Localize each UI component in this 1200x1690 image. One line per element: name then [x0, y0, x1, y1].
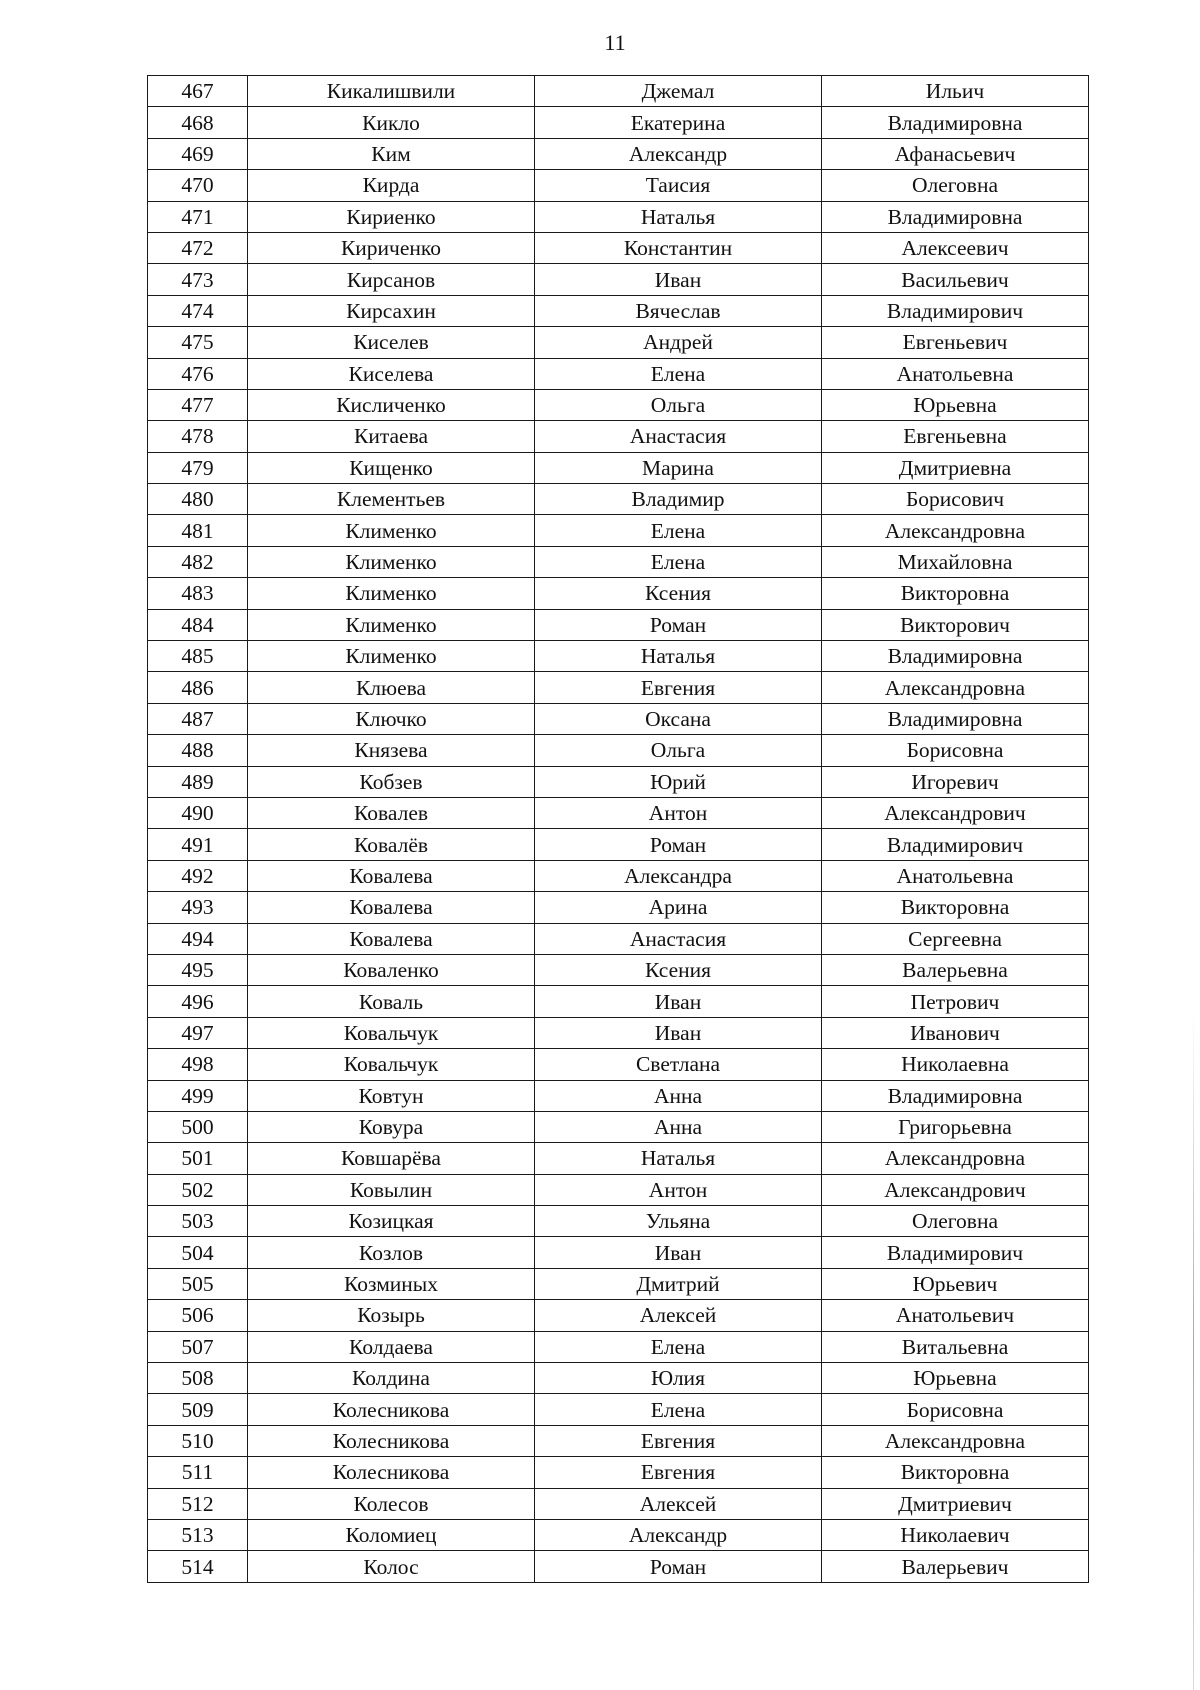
patronymic-cell: Владимировна	[822, 1080, 1089, 1111]
table-row	[148, 389, 1089, 420]
page-number: 11	[604, 30, 626, 55]
patronymic-cell: Евгеньевич	[822, 327, 1089, 358]
table-row	[148, 1143, 1089, 1174]
last-name-cell: Ковалёв	[248, 829, 535, 860]
table-row	[148, 1519, 1089, 1550]
last-name-cell: Клименко	[248, 641, 535, 672]
patronymic-cell: Григорьевна	[822, 1111, 1089, 1142]
table-row	[148, 892, 1089, 923]
first-name-cell: Владимир	[535, 484, 822, 515]
first-name-cell: Иван	[535, 264, 822, 295]
row-number-cell: 485	[148, 641, 248, 672]
last-name-cell: Коваленко	[248, 954, 535, 985]
last-name-cell: Колесникова	[248, 1394, 535, 1425]
patronymic-cell: Владимировна	[822, 641, 1089, 672]
patronymic-cell: Владимировна	[822, 107, 1089, 138]
table-row	[148, 76, 1089, 107]
row-number-cell: 506	[148, 1300, 248, 1331]
row-number-cell: 499	[148, 1080, 248, 1111]
last-name-cell: Кобзев	[248, 766, 535, 797]
first-name-cell: Анна	[535, 1080, 822, 1111]
row-number-cell: 468	[148, 107, 248, 138]
patronymic-cell: Александровна	[822, 515, 1089, 546]
patronymic-cell: Валерьевич	[822, 1551, 1089, 1582]
table-row	[148, 986, 1089, 1017]
last-name-cell: Ковалева	[248, 892, 535, 923]
row-number-cell: 496	[148, 986, 248, 1017]
last-name-cell: Кириченко	[248, 232, 535, 263]
first-name-cell: Андрей	[535, 327, 822, 358]
patronymic-cell: Викторовна	[822, 1457, 1089, 1488]
patronymic-cell: Борисовна	[822, 1394, 1089, 1425]
table-row	[148, 1268, 1089, 1299]
last-name-cell: Кирсанов	[248, 264, 535, 295]
last-name-cell: Кирда	[248, 170, 535, 201]
patronymic-cell: Борисович	[822, 484, 1089, 515]
first-name-cell: Ульяна	[535, 1206, 822, 1237]
row-number-cell: 476	[148, 358, 248, 389]
patronymic-cell: Олеговна	[822, 1206, 1089, 1237]
first-name-cell: Анна	[535, 1111, 822, 1142]
first-name-cell: Марина	[535, 452, 822, 483]
table-row	[148, 1049, 1089, 1080]
row-number-cell: 483	[148, 578, 248, 609]
table-row	[148, 1488, 1089, 1519]
last-name-cell: Козицкая	[248, 1206, 535, 1237]
table-row	[148, 1017, 1089, 1048]
first-name-cell: Арина	[535, 892, 822, 923]
table-row	[148, 1551, 1089, 1582]
patronymic-cell: Викторовна	[822, 892, 1089, 923]
last-name-cell: Коваль	[248, 986, 535, 1017]
last-name-cell: Клементьев	[248, 484, 535, 515]
patronymic-cell: Владимирович	[822, 1237, 1089, 1268]
patronymic-cell: Дмитриевич	[822, 1488, 1089, 1519]
first-name-cell: Евгения	[535, 1457, 822, 1488]
table-row	[148, 484, 1089, 515]
last-name-cell: Клименко	[248, 546, 535, 577]
row-number-cell: 471	[148, 201, 248, 232]
row-number-cell: 490	[148, 797, 248, 828]
first-name-cell: Елена	[535, 358, 822, 389]
row-number-cell: 502	[148, 1174, 248, 1205]
table-row	[148, 1457, 1089, 1488]
patronymic-cell: Афанасьевич	[822, 138, 1089, 169]
last-name-cell: Колос	[248, 1551, 535, 1582]
row-number-cell: 489	[148, 766, 248, 797]
patronymic-cell: Михайловна	[822, 546, 1089, 577]
last-name-cell: Колесникова	[248, 1425, 535, 1456]
row-number-cell: 501	[148, 1143, 248, 1174]
table-row	[148, 641, 1089, 672]
table-row	[148, 421, 1089, 452]
last-name-cell: Киселев	[248, 327, 535, 358]
row-number-cell: 472	[148, 232, 248, 263]
last-name-cell: Ковальчук	[248, 1017, 535, 1048]
last-name-cell: Клюева	[248, 672, 535, 703]
row-number-cell: 513	[148, 1519, 248, 1550]
first-name-cell: Елена	[535, 1394, 822, 1425]
table-row	[148, 1425, 1089, 1456]
table-row	[148, 138, 1089, 169]
last-name-cell: Ковура	[248, 1111, 535, 1142]
patronymic-cell: Анатольевна	[822, 860, 1089, 891]
first-name-cell: Елена	[535, 1331, 822, 1362]
first-name-cell: Роман	[535, 609, 822, 640]
first-name-cell: Алексей	[535, 1488, 822, 1519]
first-name-cell: Екатерина	[535, 107, 822, 138]
row-number-cell: 497	[148, 1017, 248, 1048]
last-name-cell: Князева	[248, 735, 535, 766]
table-row	[148, 232, 1089, 263]
last-name-cell: Кищенко	[248, 452, 535, 483]
patronymic-cell: Евгеньевна	[822, 421, 1089, 452]
first-name-cell: Ольга	[535, 389, 822, 420]
first-name-cell: Роман	[535, 829, 822, 860]
row-number-cell: 470	[148, 170, 248, 201]
patronymic-cell: Александрович	[822, 1174, 1089, 1205]
table-row	[148, 703, 1089, 734]
row-number-cell: 503	[148, 1206, 248, 1237]
first-name-cell: Наталья	[535, 641, 822, 672]
row-number-cell: 495	[148, 954, 248, 985]
table-row	[148, 672, 1089, 703]
row-number-cell: 494	[148, 923, 248, 954]
last-name-cell: Кирсахин	[248, 295, 535, 326]
table-row	[148, 923, 1089, 954]
first-name-cell: Юрий	[535, 766, 822, 797]
row-number-cell: 498	[148, 1049, 248, 1080]
last-name-cell: Киселева	[248, 358, 535, 389]
last-name-cell: Клименко	[248, 578, 535, 609]
first-name-cell: Антон	[535, 1174, 822, 1205]
last-name-cell: Колесов	[248, 1488, 535, 1519]
first-name-cell: Александра	[535, 860, 822, 891]
table-row	[148, 1206, 1089, 1237]
row-number-cell: 481	[148, 515, 248, 546]
last-name-cell: Ким	[248, 138, 535, 169]
first-name-cell: Анастасия	[535, 923, 822, 954]
table-row	[148, 201, 1089, 232]
row-number-cell: 484	[148, 609, 248, 640]
row-number-cell: 505	[148, 1268, 248, 1299]
patronymic-cell: Иванович	[822, 1017, 1089, 1048]
last-name-cell: Ковалев	[248, 797, 535, 828]
first-name-cell: Алексей	[535, 1300, 822, 1331]
patronymic-cell: Олеговна	[822, 170, 1089, 201]
row-number-cell: 491	[148, 829, 248, 860]
row-number-cell: 479	[148, 452, 248, 483]
table-row	[148, 766, 1089, 797]
patronymic-cell: Викторовна	[822, 578, 1089, 609]
table-row	[148, 295, 1089, 326]
first-name-cell: Константин	[535, 232, 822, 263]
row-number-cell: 469	[148, 138, 248, 169]
row-number-cell: 482	[148, 546, 248, 577]
patronymic-cell: Александрович	[822, 797, 1089, 828]
first-name-cell: Светлана	[535, 1049, 822, 1080]
row-number-cell: 473	[148, 264, 248, 295]
row-number-cell: 511	[148, 1457, 248, 1488]
row-number-cell: 486	[148, 672, 248, 703]
first-name-cell: Иван	[535, 1017, 822, 1048]
last-name-cell: Ковальчук	[248, 1049, 535, 1080]
last-name-cell: Козлов	[248, 1237, 535, 1268]
patronymic-cell: Юрьевна	[822, 389, 1089, 420]
roster-table-body	[148, 76, 1089, 1583]
patronymic-cell: Александровна	[822, 1143, 1089, 1174]
first-name-cell: Дмитрий	[535, 1268, 822, 1299]
row-number-cell: 493	[148, 892, 248, 923]
first-name-cell: Джемал	[535, 76, 822, 107]
table-row	[148, 1111, 1089, 1142]
table-row	[148, 1363, 1089, 1394]
table-row	[148, 609, 1089, 640]
first-name-cell: Александр	[535, 138, 822, 169]
table-row	[148, 797, 1089, 828]
patronymic-cell: Валерьевна	[822, 954, 1089, 985]
patronymic-cell: Юрьевич	[822, 1268, 1089, 1299]
patronymic-cell: Анатольевич	[822, 1300, 1089, 1331]
last-name-cell: Ковалева	[248, 923, 535, 954]
row-number-cell: 480	[148, 484, 248, 515]
last-name-cell: Клименко	[248, 609, 535, 640]
last-name-cell: Ковшарёва	[248, 1143, 535, 1174]
first-name-cell: Иван	[535, 1237, 822, 1268]
first-name-cell: Евгения	[535, 672, 822, 703]
patronymic-cell: Сергеевна	[822, 923, 1089, 954]
last-name-cell: Кисличенко	[248, 389, 535, 420]
table-row	[148, 107, 1089, 138]
patronymic-cell: Владимировна	[822, 703, 1089, 734]
first-name-cell: Наталья	[535, 1143, 822, 1174]
table-row	[148, 358, 1089, 389]
last-name-cell: Козминых	[248, 1268, 535, 1299]
last-name-cell: Колесникова	[248, 1457, 535, 1488]
patronymic-cell: Васильевич	[822, 264, 1089, 295]
patronymic-cell: Анатольевна	[822, 358, 1089, 389]
row-number-cell: 514	[148, 1551, 248, 1582]
row-number-cell: 509	[148, 1394, 248, 1425]
first-name-cell: Юлия	[535, 1363, 822, 1394]
first-name-cell: Таисия	[535, 170, 822, 201]
last-name-cell: Коломиец	[248, 1519, 535, 1550]
patronymic-cell: Николаевич	[822, 1519, 1089, 1550]
last-name-cell: Ключко	[248, 703, 535, 734]
table-row	[148, 1331, 1089, 1362]
scan-edge-shadow	[1193, 1010, 1194, 1690]
row-number-cell: 500	[148, 1111, 248, 1142]
first-name-cell: Елена	[535, 515, 822, 546]
roster-table	[147, 75, 1089, 1583]
row-number-cell: 492	[148, 860, 248, 891]
table-row	[148, 735, 1089, 766]
row-number-cell: 507	[148, 1331, 248, 1362]
table-row	[148, 1174, 1089, 1205]
first-name-cell: Анастасия	[535, 421, 822, 452]
first-name-cell: Александр	[535, 1519, 822, 1550]
patronymic-cell: Владимирович	[822, 829, 1089, 860]
patronymic-cell: Юрьевна	[822, 1363, 1089, 1394]
patronymic-cell: Николаевна	[822, 1049, 1089, 1080]
first-name-cell: Елена	[535, 546, 822, 577]
last-name-cell: Козырь	[248, 1300, 535, 1331]
table-row	[148, 829, 1089, 860]
row-number-cell: 477	[148, 389, 248, 420]
row-number-cell: 467	[148, 76, 248, 107]
last-name-cell: Китаева	[248, 421, 535, 452]
row-number-cell: 508	[148, 1363, 248, 1394]
first-name-cell: Иван	[535, 986, 822, 1017]
patronymic-cell: Борисовна	[822, 735, 1089, 766]
table-row	[148, 452, 1089, 483]
table-row	[148, 954, 1089, 985]
patronymic-cell: Дмитриевна	[822, 452, 1089, 483]
last-name-cell: Кикло	[248, 107, 535, 138]
row-number-cell: 504	[148, 1237, 248, 1268]
first-name-cell: Вячеслав	[535, 295, 822, 326]
first-name-cell: Роман	[535, 1551, 822, 1582]
table-row	[148, 327, 1089, 358]
table-row	[148, 1394, 1089, 1425]
last-name-cell: Клименко	[248, 515, 535, 546]
row-number-cell: 510	[148, 1425, 248, 1456]
patronymic-cell: Ильич	[822, 76, 1089, 107]
last-name-cell: Колдаева	[248, 1331, 535, 1362]
last-name-cell: Ковтун	[248, 1080, 535, 1111]
row-number-cell: 478	[148, 421, 248, 452]
table-row	[148, 515, 1089, 546]
first-name-cell: Ольга	[535, 735, 822, 766]
row-number-cell: 512	[148, 1488, 248, 1519]
row-number-cell: 488	[148, 735, 248, 766]
last-name-cell: Ковылин	[248, 1174, 535, 1205]
last-name-cell: Кикалишвили	[248, 76, 535, 107]
first-name-cell: Ксения	[535, 954, 822, 985]
row-number-cell: 487	[148, 703, 248, 734]
row-number-cell: 475	[148, 327, 248, 358]
table-row	[148, 860, 1089, 891]
table-row	[148, 578, 1089, 609]
patronymic-cell: Петрович	[822, 986, 1089, 1017]
patronymic-cell: Алексеевич	[822, 232, 1089, 263]
last-name-cell: Колдина	[248, 1363, 535, 1394]
patronymic-cell: Александровна	[822, 672, 1089, 703]
table-row	[148, 546, 1089, 577]
row-number-cell: 474	[148, 295, 248, 326]
first-name-cell: Оксана	[535, 703, 822, 734]
first-name-cell: Евгения	[535, 1425, 822, 1456]
patronymic-cell: Витальевна	[822, 1331, 1089, 1362]
table-row	[148, 264, 1089, 295]
first-name-cell: Наталья	[535, 201, 822, 232]
patronymic-cell: Викторович	[822, 609, 1089, 640]
patronymic-cell: Игоревич	[822, 766, 1089, 797]
table-row	[148, 170, 1089, 201]
first-name-cell: Антон	[535, 797, 822, 828]
patronymic-cell: Александровна	[822, 1425, 1089, 1456]
patronymic-cell: Владимирович	[822, 295, 1089, 326]
first-name-cell: Ксения	[535, 578, 822, 609]
last-name-cell: Кириенко	[248, 201, 535, 232]
patronymic-cell: Владимировна	[822, 201, 1089, 232]
table-row	[148, 1237, 1089, 1268]
table-row	[148, 1300, 1089, 1331]
last-name-cell: Ковалева	[248, 860, 535, 891]
table-row	[148, 1080, 1089, 1111]
